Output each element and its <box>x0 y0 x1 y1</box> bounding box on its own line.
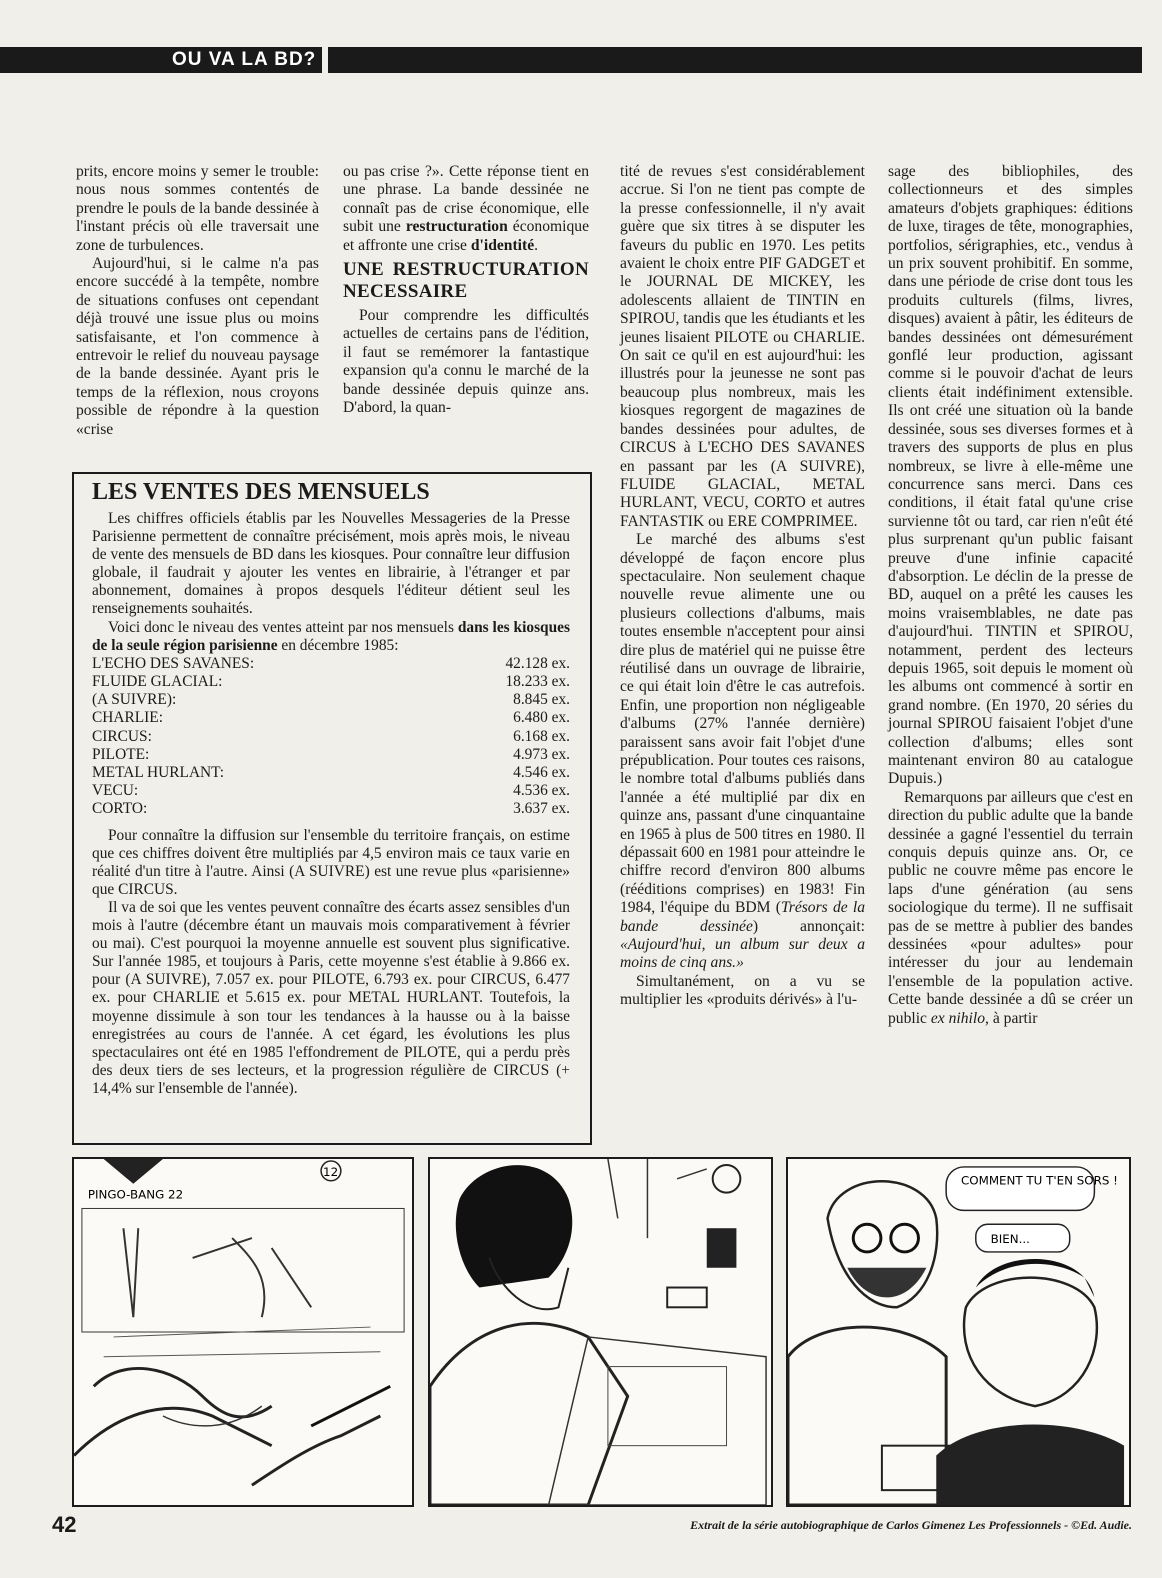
paragraph: Pour comprendre les difficultés actuelles de certains pans de l'édition, il faut se remémorer la fantastique expansion qu'a connu le marché de la bande dessinée depuis quinze ans. D'abord, la quan- <box>343 307 589 417</box>
section-title: OU VA LA BD? <box>160 47 328 73</box>
list-item: CORTO: 3.637 ex. <box>92 800 570 818</box>
image-caption: Extrait de la série autobiographique de Carlos Gimenez Les Professionnels - ©Ed. Audie. <box>690 1518 1132 1532</box>
header-divider <box>322 47 328 73</box>
paragraph: Remarquons par ailleurs que c'est en direction du public adulte que la bande dessinée a gagné l'essentiel du terrain conquis depuis quinze ans. Or, ce public ne couvre même pas encore le laps d'une génération (au sens sociologique du terme). Il ne suffisait pas de se mettre à publier des bandes dessinées «pour adultes» pour intéresser du jour au lendemain l'ensemble de la population active. Cette bande dessinée a dû se créer un public ex nihilo, à partir <box>888 788 1133 1027</box>
list-item: PILOTE: 4.973 ex. <box>92 745 570 763</box>
article-column-1 <box>76 163 319 439</box>
speech-text: BIEN... <box>990 1232 1030 1247</box>
comic-panel-3 <box>786 1157 1131 1507</box>
article-column-4 <box>888 163 1133 1028</box>
comic-panel-2 <box>428 1157 773 1507</box>
list-item: METAL HURLANT: 4.546 ex. <box>92 763 570 781</box>
list-item: CIRCUS: 6.168 ex. <box>92 727 570 745</box>
paragraph: tité de revues s'est considérablement accrue. Si l'on ne tient pas compte de la presse confessionnelle, il n'y avait guère que six titres à se disputer les faveurs du public en 1970. Les petits avaient le choix entre PIF GADGET et le JOURNAL DE MICKEY, les adolescents allaient de TINTIN en SPIROU, tandis que les étudiants et les jeunes lisaient PILOTE ou CHARLIE. On sait ce qu'il en est aujourd'hui: les illustrés pour la jeunesse ne sont pas beaucoup plus nombreux, mais les kiosques regorgent de magazines de bandes dessinées pour adultes, de CIRCUS à L'ECHO DES SAVANES en passant par les (A SUIVRE), FLUIDE GLACIAL, METAL HURLANT, VECU, CORTO et autres FANTASTIK ou ERE COMPRIMEE. <box>620 163 865 530</box>
sales-list <box>92 655 570 819</box>
comic-panel-1 <box>72 1157 414 1507</box>
article-column-2 <box>343 163 589 417</box>
panel-label: PINGO-BANG 22 <box>87 1187 184 1202</box>
list-item: L'ECHO DES SAVANES: 42.128 ex. <box>92 654 570 672</box>
paragraph: Voici donc le niveau des ventes atteint par nos mensuels dans les kiosques de la seule région parisienne en décembre 1985: <box>92 618 570 654</box>
page-number: 42 <box>52 1512 77 1537</box>
section-heading: UNE RESTRUCTURATION NECESSAIRE <box>343 259 589 303</box>
comic-illustration-2 <box>430 1159 771 1505</box>
paragraph: Aujourd'hui, si le calme n'a pas encore succédé à la tempête, nombre de situations confuses ont cependant déjà trouvé une issue plus ou moins satisfaisante, et l'on commence à entrevoir le relief du nouveau paysage de la bande dessinée. Ayant pris le temps de la réflexion, nous croyons possible de répondre à la question «crise <box>76 255 319 438</box>
list-item: FLUIDE GLACIAL: 18.233 ex. <box>92 672 570 690</box>
panel-number: 12 <box>323 1164 339 1179</box>
list-item: CHARLIE: 6.480 ex. <box>92 709 570 727</box>
article-column-3 <box>620 163 865 1010</box>
list-item: (A SUIVRE): 8.845 ex. <box>92 691 570 709</box>
list-item: VECU: 4.536 ex. <box>92 782 570 800</box>
paragraph: prits, encore moins y semer le trouble: nous nous sommes contentés de prendre le pouls de la bande dessinée à l'instant précis où elle traversait une zone de turbulences. <box>76 163 319 254</box>
paragraph: Simultanément, on a vu se multiplier les «produits dérivés» à l'u- <box>620 972 865 1009</box>
box-title: LES VENTES DES MENSUELS <box>92 479 430 505</box>
comic-illustration-3 <box>788 1159 1129 1505</box>
paragraph: Le marché des albums s'est développé de façon encore plus spectaculaire. Non seulement chaque nouvelle revue alimente une ou plusieurs collections d'albums, mais toutes ensemble n'acceptent pour ainsi dire plus de matériel qui ne puisse être réutilisé dans un ouvrage de librairie, ce qui était loin d'être le cas autrefois. Enfin, une proportion non négligeable d'albums (27% l'année dernière) paraissent sans avoir fait l'objet d'une prépublication. Pour toutes ces raisons, le nombre total d'albums publiés dans l'année a été multiplié par dix en quinze ans, passant d'une cinquantaine en 1965 à plus de 500 titres en 1980. Il dépassait 600 en 1981 pour atteindre le chiffre record d'environ 800 albums (rééditions comprises) en 1983! Fin 1984, l'équipe du BDM (Trésors de la bande dessinée) annonçait: «Aujourd'hui, un album sur deux a moins de cinq ans.» <box>620 531 866 972</box>
sales-box <box>72 472 592 1145</box>
speech-text: COMMENT TU T'EN SORS ! <box>960 1173 1118 1188</box>
paragraph: ou pas crise ?». Cette réponse tient en une phrase. La bande dessinée ne connaît pas de crise économique, elle subit une restructuration économique et affronte une crise d'identité. <box>343 163 589 254</box>
paragraph: sage des bibliophiles, des collectionneurs et des simples amateurs d'objets graphiques: éditions de luxe, tirages de tête, monographies, portfolios, sérigraphies, etc., vendus à un prix souvent prohibitif. En somme, dans une période de crise dont tous les produits culturels (films, livres, disques) avaient à pâtir, les éditeurs de bandes dessinées ont démesurément gonflé leur production, agissant comme si le pouvoir d'achat de leurs clients était indéfiniment extensible. Ils ont créé une situation où la bande dessinée, sous ses diverses formes et à travers des supports de plus en plus nombreux, se livre à elle-même une concurrence sans merci. Dans ces conditions, il était fatal qu'une crise survienne tôt ou tard, car rien n'eût été plus surprenant qu'un public faisant preuve d'une infinie capacité d'absorption. Le déclin de la presse de BD, auquel on a prêté les causes les moins vraisemblables, ne date pas d'aujourd'hui. TINTIN et SPIROU, notamment, perdent des lecteurs depuis 1965, soit depuis le moment où les albums ont commencé à sortir en grand nombre. (En 1970, 20 séries du journal SPIROU faisaient l'objet d'une collection d'albums; elles sont maintenant environ 80 au catalogue Dupuis.) <box>888 163 1133 788</box>
paragraph: Il va de soi que les ventes peuvent connaître des écarts assez sensibles d'un mois à l'autre (décembre étant un mauvais mois comparativement à février ou mai). C'est pourquoi la moyenne annuelle est souvent plus significative. Sur l'année 1985, et toujours à Paris, cette moyenne s'est établie à 9.866 ex. pour (A SUIVRE), 7.057 ex. pour PILOTE, 6.793 ex. pour CIRCUS, 6.477 ex. pour CHARLIE et 5.615 ex. pour METAL HURLANT. Toutefois, la moyenne dissimule à son tour les tendances à la hausse ou à la baisse enregistrées au cours de l'année. A cet égard, les évolutions les plus spectaculaires ont été en 1985 l'effondrement de PILOTE, qui a perdu près des deux tiers de ses lecteurs, et la progression régulière de CIRCUS (+ 14,4% sur l'ensemble de l'année). <box>92 898 570 1097</box>
paragraph: Pour connaître la diffusion sur l'ensemble du territoire français, on estime que ces chiffres doivent être multipliés par 4,5 environ mais ce taux varie en réalité d'un titre à l'autre. Ainsi (A SUIVRE) est une revue plus «parisienne» que CIRCUS. <box>92 826 570 898</box>
comic-illustration-1 <box>74 1159 412 1505</box>
paragraph: Les chiffres officiels établis par les Nouvelles Messageries de la Presse Parisienne permettent de connaître précisément, mois après mois, le niveau de vente des mensuels de BD dans les kiosques. Pour connaître leur diffusion globale, il faudrait y ajouter les ventes en librairie, à l'étranger et par abonnement, domaines à propos desquels l'éditeur détient seul les renseignements souhaités. <box>92 510 570 618</box>
